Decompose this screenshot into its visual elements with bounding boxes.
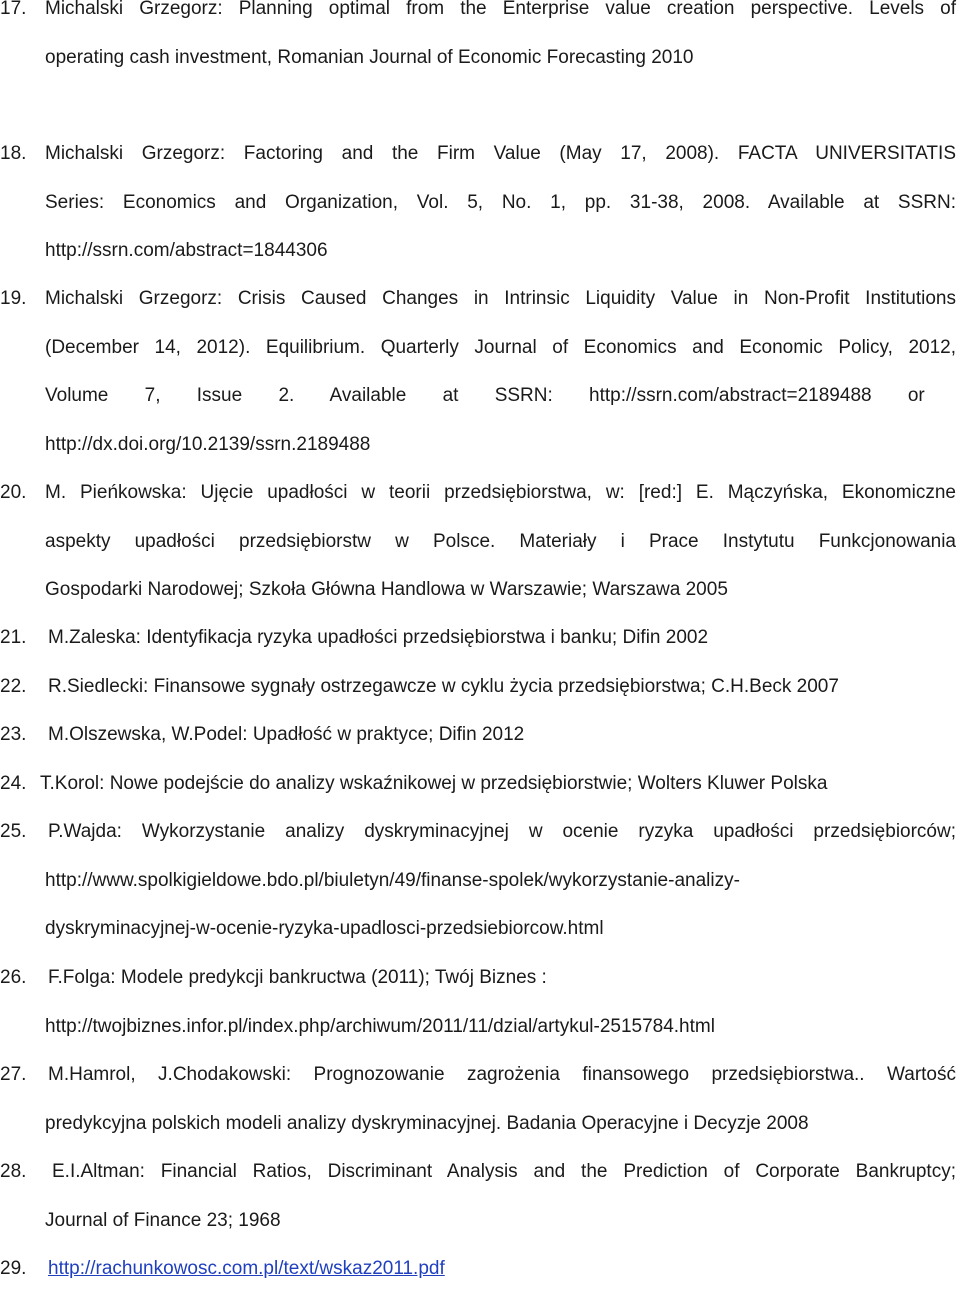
- reference-text: M.Hamrol, J.Chodakowski: Prognozowanie zagrożenia finansowego przedsiębiorstwa.. Wartość: [48, 1064, 956, 1085]
- reference-24: [0, 772, 956, 821]
- reference-line: [0, 46, 956, 95]
- reference-number: 18.: [0, 143, 27, 164]
- reference-line: [0, 772, 956, 821]
- reference-text: aspekty upadłości przedsiębiorstw w Polsce. Materiały i Prace Instytutu Funkcjonowania: [45, 530, 956, 552]
- reference-number: 22.: [0, 676, 27, 697]
- reference-text: http://ssrn.com/abstract=1844306: [45, 240, 328, 261]
- reference-27: [0, 1063, 956, 1160]
- reference-text: Journal of Finance 23; 1968: [45, 1209, 281, 1231]
- reference-number: 29.: [0, 1258, 27, 1279]
- reference-line: [0, 723, 956, 772]
- reference-number: 26.: [0, 967, 27, 988]
- reference-line: [0, 1015, 956, 1064]
- reference-line: [0, 142, 956, 191]
- reference-text: predykcyjna polskich modeli analizy dyskryminacyjnej. Badania Operacyjne i Decyzje 2008: [45, 1112, 809, 1134]
- reference-link[interactable]: http://rachunkowosc.com.pl/text/wskaz2011.pdf: [48, 1258, 445, 1279]
- reference-text: T.Korol: Nowe podejście do analizy wskaźnikowej w przedsiębiorstwie; Wolters Kluwer Polska: [40, 773, 828, 794]
- reference-text: M.Olszewska, W.Podel: Upadłość w praktyce; Difin 2012: [48, 724, 525, 745]
- reference-number: 27.: [0, 1064, 27, 1085]
- reference-line: [0, 481, 956, 530]
- reference-line: [0, 0, 956, 46]
- reference-text: E.I.Altman: Financial Ratios, Discriminant Analysis and the Prediction of Corporate Bankruptcy;: [52, 1161, 956, 1182]
- reference-line: [0, 287, 956, 336]
- reference-line: [0, 239, 956, 288]
- reference-19: [0, 287, 956, 481]
- reference-number: 28.: [0, 1161, 27, 1182]
- reference-text: Volume 7, Issue 2. Available at SSRN: http://ssrn.com/abstract=2189488 or: [45, 385, 925, 406]
- reference-number: 25.: [0, 821, 27, 842]
- reference-26: [0, 966, 956, 1063]
- reference-text: operating cash investment, Romanian Journal of Economic Forecasting 2010: [45, 46, 694, 68]
- reference-22: [0, 675, 956, 724]
- reference-number: 24.: [0, 773, 27, 794]
- reference-18: [0, 142, 956, 288]
- reference-21: [0, 626, 956, 675]
- reference-line: [0, 820, 956, 869]
- reference-line: [0, 917, 956, 966]
- reference-line: [0, 1160, 956, 1209]
- reference-text: (December 14, 2012). Equilibrium. Quarterly Journal of Economics and Economic Policy, 2012,: [45, 336, 956, 358]
- reference-text: Michalski Grzegorz: Planning optimal from the Enterprise value creation perspective. Levels of: [45, 0, 956, 19]
- reference-line: [0, 1257, 956, 1306]
- reference-text: P.Wajda: Wykorzystanie analizy dyskryminacyjnej w ocenie ryzyka upadłości przedsiębiorców;: [48, 821, 956, 842]
- reference-line: [0, 530, 956, 579]
- reference-text: http://dx.doi.org/10.2139/ssrn.2189488: [45, 433, 371, 455]
- reference-line: [0, 384, 956, 433]
- reference-text: http://www.spolkigieldowe.bdo.pl/biuletyn/49/finanse-spolek/wykorzystanie-analizy-: [45, 869, 740, 891]
- reference-29: [0, 1257, 956, 1306]
- reference-line: [0, 966, 956, 1015]
- reference-text: http://twojbiznes.infor.pl/index.php/archiwum/2011/11/dzial/artykul-2515784.html: [45, 1015, 715, 1037]
- reference-line: [0, 675, 956, 724]
- reference-text: M.Zaleska: Identyfikacja ryzyka upadłości przedsiębiorstwa i banku; Difin 2002: [48, 627, 709, 648]
- reference-number: 21.: [0, 627, 27, 648]
- reference-line: [0, 433, 956, 482]
- reference-25: [0, 820, 956, 966]
- reference-line: [0, 1112, 956, 1161]
- reference-text: Michalski Grzegorz: Crisis Caused Changes in Intrinsic Liquidity Value in Non-Profit Institutions: [45, 288, 956, 309]
- reference-line: [0, 578, 956, 627]
- reference-number: 20.: [0, 482, 27, 503]
- reference-text: R.Siedlecki: Finansowe sygnały ostrzegawcze w cyklu życia przedsiębiorstwa; C.H.Beck 2007: [48, 676, 839, 697]
- reference-number: 17.: [0, 0, 27, 19]
- reference-text: F.Folga: Modele predykcji bankructwa (2011); Twój Biznes :: [48, 967, 547, 988]
- reference-line: [0, 1209, 956, 1258]
- reference-text: Michalski Grzegorz: Factoring and the Firm Value (May 17, 2008). FACTA UNIVERSITATIS: [45, 143, 956, 164]
- reference-number: 23.: [0, 724, 27, 745]
- reference-line: [0, 869, 956, 918]
- reference-20: [0, 481, 956, 627]
- reference-text: M. Pieńkowska: Ujęcie upadłości w teorii przedsiębiorstwa, w: [red:] E. Mączyńska, Ekonomiczne: [45, 482, 956, 503]
- reference-line: [0, 191, 956, 240]
- reference-number: 19.: [0, 288, 27, 309]
- reference-line: [0, 336, 956, 385]
- reference-23: [0, 723, 956, 772]
- reference-line: [0, 626, 956, 675]
- reference-28: [0, 1160, 956, 1257]
- reference-text: Series: Economics and Organization, Vol. 5, No. 1, pp. 31-38, 2008. Available at SSRN:: [45, 191, 956, 213]
- reference-line: [0, 1063, 956, 1112]
- reference-text: dyskryminacyjnej-w-ocenie-ryzyka-upadlosci-przedsiebiorcow.html: [45, 918, 604, 939]
- reference-text: Gospodarki Narodowej; Szkoła Główna Handlowa w Warszawie; Warszawa 2005: [45, 579, 728, 600]
- reference-17: [0, 0, 956, 94]
